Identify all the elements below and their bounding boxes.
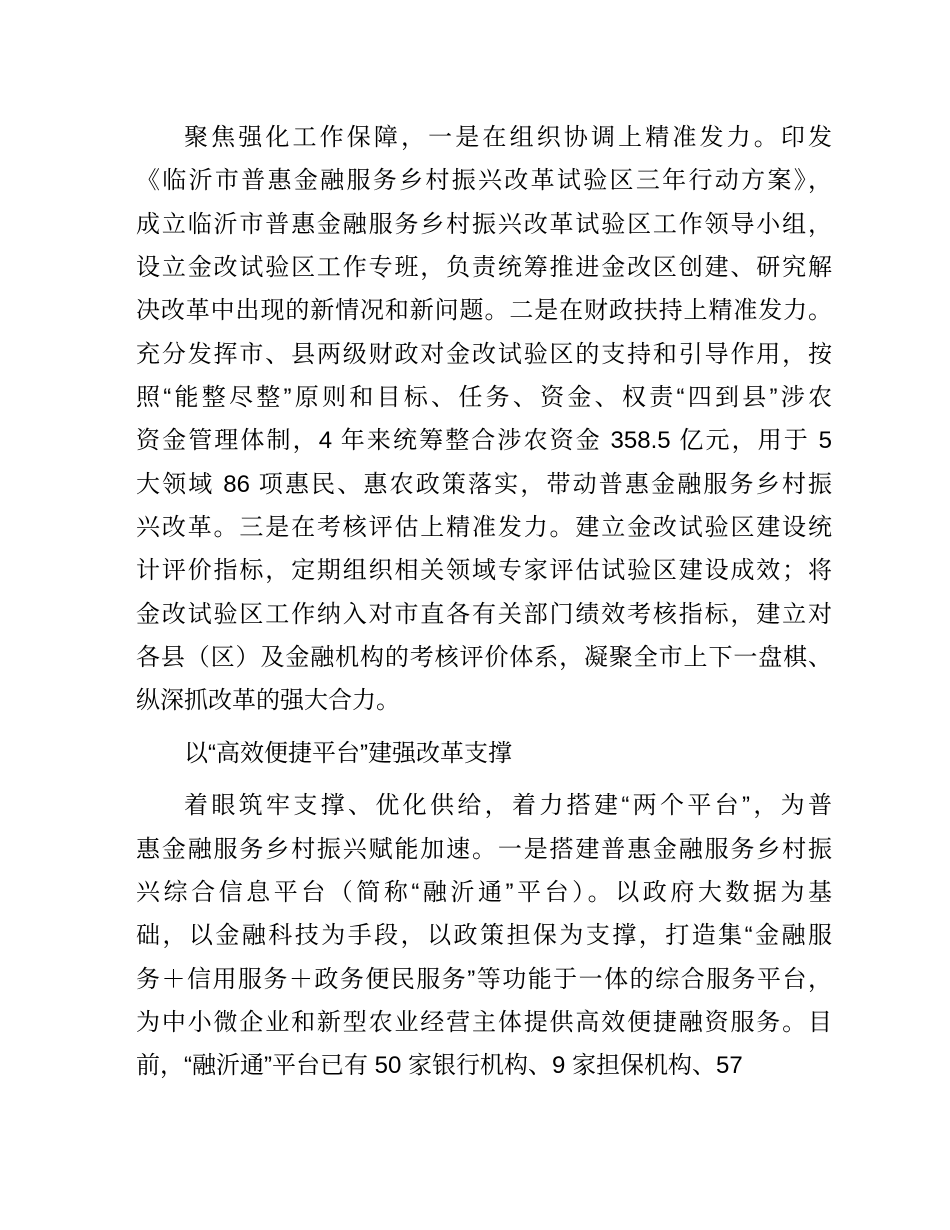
text-line: 务＋信用服务＋政务便民服务”等功能于一体的综合服务平台，: [136, 965, 832, 993]
section-heading-line: 以“高效便捷平台”建强改革支撑: [184, 739, 512, 767]
text-line: 照“能整尽整”原则和目标、任务、资金、权责“四到县”涉农: [136, 384, 832, 412]
text-line: 设立金改试验区工作专班，负责统筹推进金改区创建、研究解: [136, 254, 832, 282]
section-heading-platform: [136, 732, 832, 775]
text-line: 兴改革。三是在考核评估上精准发力。建立金改试验区建设统: [136, 514, 832, 542]
text-line: 金改试验区工作纳入对市直各有关部门绩效考核指标，建立对: [136, 600, 832, 628]
text-line: 资金管理体制，4 年来统筹整合涉农资金 358.5 亿元，用于 5: [136, 427, 832, 455]
text-line: 为中小微企业和新型农业经营主体提供高效便捷融资服务。目: [136, 1008, 832, 1036]
text-line: 大领域 86 项惠民、惠农政策落实，带动普惠金融服务乡村振: [136, 470, 832, 498]
text-line: 纵深抓改革的强大合力。: [136, 687, 400, 715]
text-line: 础，以金融科技为手段，以政策担保为支撑，打造集“金融服: [136, 922, 832, 950]
text-line: 成立临沂市普惠金融服务乡村振兴改革试验区工作领导小组，: [136, 210, 832, 238]
paragraph-platform-support: [136, 784, 832, 1087]
text-line: 着眼筑牢支撑、优化供给，着力搭建“两个平台”，为普: [184, 792, 832, 820]
text-line: 聚焦强化工作保障，一是在组织协调上精准发力。印发: [184, 124, 832, 151]
text-line: 兴综合信息平台（简称“融沂通”平台）。以政府大数据为基: [136, 878, 832, 906]
text-line: 计评价指标，定期组织相关领域专家评估试验区建设成效；将: [136, 557, 832, 585]
text-line: 决改革中出现的新情况和新问题。二是在财政扶持上精准发力。: [136, 297, 832, 325]
text-line: 充分发挥市、县两级财政对金改试验区的支持和引导作用，按: [136, 340, 832, 368]
text-line: 前，“融沂通”平台已有 50 家银行机构、9 家担保机构、57: [136, 1052, 743, 1080]
text-line: 各县（区）及金融机构的考核评价体系，凝聚全市上下一盘棋、: [136, 644, 832, 672]
text-line: 《临沂市普惠金融服务乡村振兴改革试验区三年行动方案》，: [136, 167, 832, 195]
paragraph-work-guarantee: [136, 116, 832, 723]
text-line: 惠金融服务乡村振兴赋能加速。一是搭建普惠金融服务乡村振: [136, 835, 832, 863]
document-text-block: [136, 116, 832, 1097]
